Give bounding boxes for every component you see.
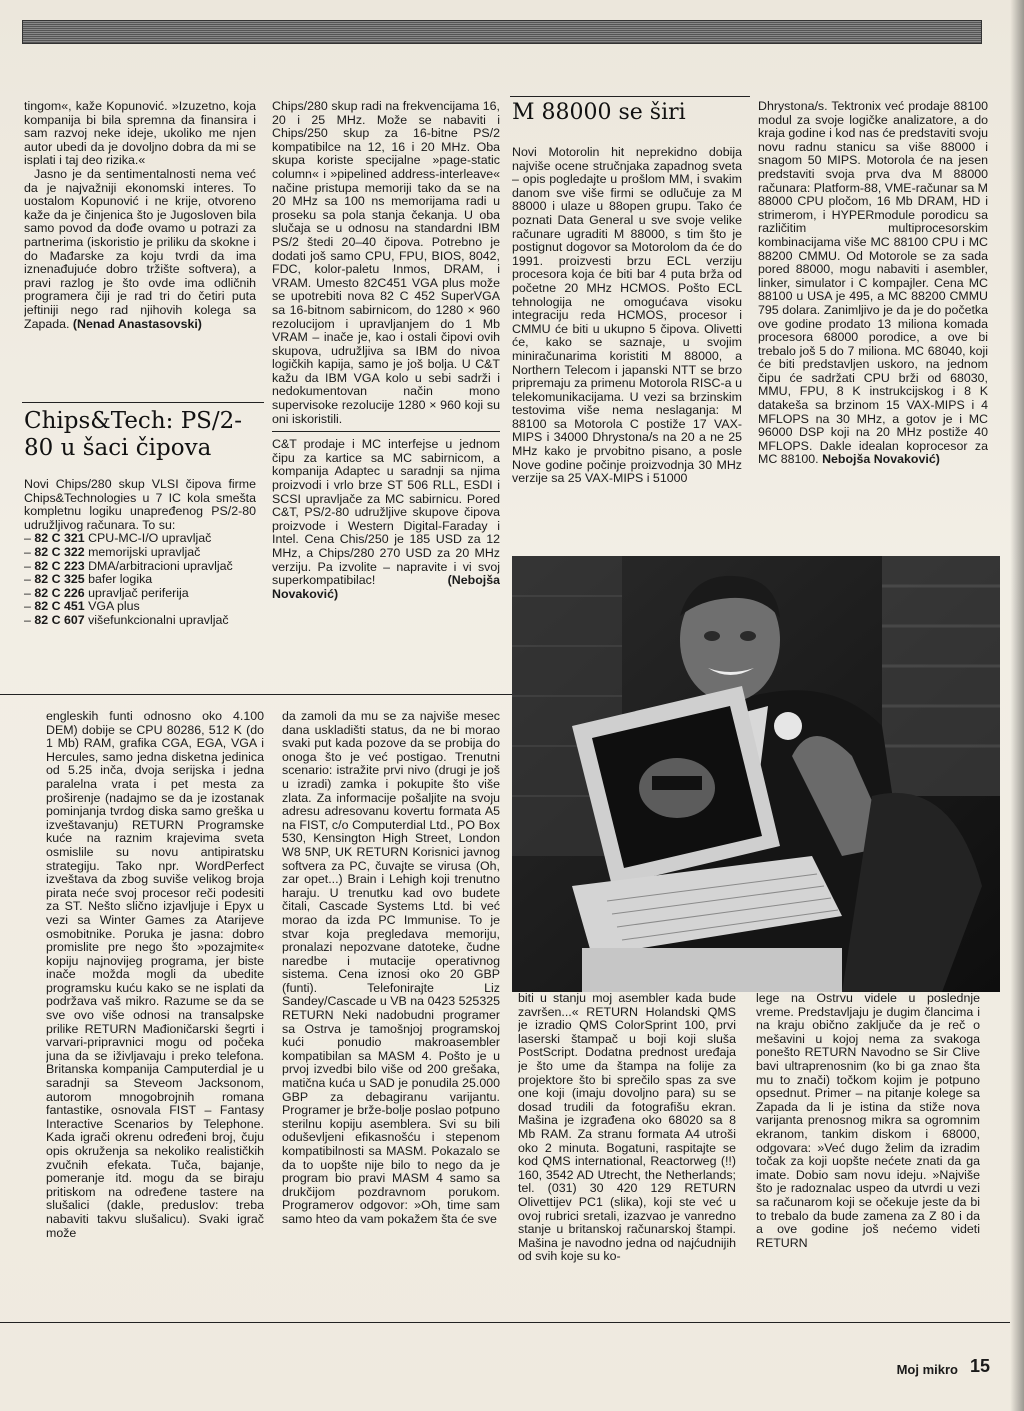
chip-list-item: – 82 C 322 memorijski upravljač — [24, 544, 201, 559]
chip-code: 82 C 607 — [34, 612, 85, 627]
chip-desc: upravljač periferija — [88, 585, 189, 600]
top-col-2-paragraph-2 — [272, 438, 500, 601]
photo-illustration — [512, 556, 1000, 992]
chip-list-item: – 82 C 607 višefunkcionalni upravljač — [24, 612, 229, 627]
top-col-1 — [24, 100, 256, 400]
divider — [22, 402, 264, 403]
chips-intro: Novi Chips/280 skup VLSI čipova firme Chips&Technologies u 7 IC kola smešta kompletnu logiku unapređenog PS/2-80 udružljivog računara. To su: — [24, 478, 256, 532]
bottom-col-1-text: engleskih funti odnosno oko 4.100 DEM) dobije se CPU 80286, 512 K (do 1 Mb) RAM, grafika CGA, EGA, VGA i Hercules, samo jedna disketna jedinica od 5.25 inča, dvoja serijska i jedna paralelna vrata i pet mesta za proširenje (nadajmo se da je izostanak pominjanja tvrdog diska samo greška u izveštavanju) RETURN Programske kuće na raznim krajevima sveta osmislile su novu antipiratsku strategiju. Tako npr. WordPerfect izveštava da zbog suviše velikog broja pirata neće svoj procesor reči podesiti za ST. Nešto slično izjavljuje i Epyx u vezi sa Winter Games za Atarijeve osmobitnike. Poruka je jasna: dobro promislite pre nego što »pozajmite« kopiju najnovijeg programa, jer biste inače možda mogli da ubedite programsku kuću kako se ne isplati da podržava vaš mikro. Razume se da se sve ovo više odnosi na transalpske prilike RETURN Mađioničarski šegrti i varvari-pripravnici mogu od počeka juna da se iživljavaju i preko telefona. Britanska kompanija Camputerdial je u saradnji sa Steveom Jacksonom, autorom mnogobrojnih romana fantastike, osnovala FIST – Fantasy Interactive Scenarios by Telephone. Kada igrači okrenu određeni broj, čuju opis okruženja sa nekoliko realističkih zvučnih efekata. Tuča, bajanje, pomeranje itd. mogu da se biraju pritiskom na određene tastere na slušalici (dakle, preduslov: treba nabaviti takvu slušalicu). Svaki igrač može — [46, 710, 264, 1240]
photo-man-with-computer — [512, 556, 1000, 992]
top-col-1-paragraph-2 — [24, 168, 256, 331]
author-signature: (Nenad Anastasovski) — [72, 316, 202, 331]
divider — [272, 431, 500, 432]
top-col-1-paragraph-1: tingom«, kaže Kopunović. »Izuzetno, koja kompanija bi bila spremna da finansira i sam razvoj neke ideje, ukoliko me njen autor ubedi da je dovoljno dobra da mi se isplati i taj deo rizika.« — [24, 100, 256, 168]
chip-code: 82 C 223 — [34, 558, 85, 573]
chip-list-item: – 82 C 226 upravljač periferija — [24, 585, 189, 600]
divider — [0, 1322, 1010, 1323]
magazine-name: Moj mikro — [896, 1362, 958, 1377]
m88000-headline: M 88000 se širi — [512, 100, 686, 125]
chip-desc: DMA/arbitracioni upravljač — [88, 558, 233, 573]
chip-desc: VGA plus — [88, 599, 140, 614]
chip-list-item: – 82 C 325 bafer logika — [24, 572, 153, 587]
chip-list-item: – 82 C 451 VGA plus — [24, 599, 140, 614]
top-col-2-paragraph-2-text: C&T prodaje i MC interfejse u jednom čipu za kartice sa MC sabirnicom, a kompanija Adaptec u saradnji sa njima proizvodi i vrlo brze ST 506 RLL, ESDI i SCSI upravljače za MC sabirnicu. Pored C&T, PS/2-80 udružljive skupove čipova proizvode i Western Digital-Faraday i Intel. Cena Chis/250 je 185 USD za 12 MHz, a Chips/280 270 USD za 20 MHz verziju. Pa izvolite – napravite i vi svoj superkompatibilac! — [272, 437, 500, 588]
top-col-1-paragraph-2-text: Jasno je da sentimentalnosti nema već da je najvažniji ekonomski interes. To uostalom Kopunović i ne krije, otvoreno kaže da je činjenica što je Jugosloven bila samo povod da dođe ovamo u potrazi za partnerima (iskoristio je priliku da skokne i do Mađarske za koju tvrdi da ima iznenađujuće dobro tržište softvera), a pravi razlog je što ovde ima odličnih programera čiji je rad tri do četiri puta jeftiniji nego rad njihovih kolega sa Zapada. — [24, 166, 256, 331]
bottom-col-3-text: biti u stanju moj asembler kada bude završen...« RETURN Holandski QMS je izradio QMS ColorSprint 100, prvi laserski štampač u boji koji sluša PostScript. Dodatna prednost uređaja je što ume da štampa na folije za projektore što bi sprečilo spas za sve one koji (imaju dovoljno para) su se dosad trudili da fotografišu ekran. Mašina je izgrađena oko 68020 sa 8 Mb RAM. Za stranu formata A4 utroši oko 2 minuta. Bogatuni, raspitajte se kod QMS international, Reactorweg (!!) 160, 3542 AD Utrecht, the Netherlands; tel. (031) 30 420 129 RETURN Olivettijev PC1 (slika), koji ste već u ovoj rubrici sretali, izazvao je vanredno stanje u britanskoj računarskoj štampi. Mašina je navodno jedna od najćudnijih od svih koje su ko- — [518, 992, 736, 1264]
top-col-2-paragraph-1: Chips/280 skup radi na frekvencijama 16, 20 i 25 MHz. Može se nabaviti i Chips/250 skup za 16-bitne PS/2 kompatibilce na 12, 16 i 20 MHz. Oba skupa koriste specijalne »page-static column« i »pipelined address-interleave« načine pristupa memoriji tako da se na 20 MHz sa 100 ns memorijama radi u proseku sa pola stanja čekanja. U oba slučaja se u odnosu na standardni IBM PS/2 štedi 20–40 čipova. Potrebno je dodati još samo CPU, FPU, BIOS, 8042, FDC, kolor-paletu Inmos, DRAM, i VRAM. Umesto 82C451 VGA plus može se upotrebiti nova 82 C 452 SuperVGA sa 16-bitnom sabirnicom, do 1280 × 960 rezolucijom i upravljanjem do 1 Mb VRAM – inače je, kao i ostali čipovi ovih skupova, udružljiva sa IBM do nivoa logičkih kapija, samo je još bolja. U C&T kažu da IBM VGA kolo u sebi sadrži i nedokumentovan način mono supervisoke rezolucije 1280 × 960 koji su oni iskoristili. — [272, 100, 500, 426]
chips-headline: Chips&Tech: PS/2-80 u šaci čipova — [24, 408, 243, 461]
author-signature: (Nebojša Novaković) — [272, 573, 500, 601]
top-col-4-paragraph-text: Dhrystona/s. Tektronix već prodaje 88100 modul za svoje logičke analizatore, a do kraja godine i kod nas će predstaviti svoju novu radnu stanicu sa više 88000 i snagom 50 MIPS. Motorola će na jesen predstaviti svoja prva dva M 88000 računara: Platform-88, VME-računar sa M 88000 CPU pločom, 16 Mb DRAM, HD i strimerom, i HYPERmodule porodicu sa različitim multiprocesorskim kombinacijama više MC 88100 CPU i MC 88200 CMMU. Od Motorole se za sada pored 88000, mogu nabaviti i asembler, linker, simulator i C kompajler. Cena MC 88100 u USA je 495, a MC 88200 CMMU 795 dolara. Zanimljivo je da je do početka ove godine prodato 13 miliona komada procesora 68000 porodice, a ove bi trebalo još 5 do 7 miliona. MC 68040, koji će biti predstavljen uskoro, na jednom čipu će sadržati CPU brži od 68030, MMU, FPU, 8 K instrukcijskog i 8 K datakeša sa brzinom 15 VAX-MIPS i 4 MFLOPS na 30 MHz, a gotov je i MC 96000 DSP koji na 20 MHz postiže 40 MFLOPS. Dakle idealan koprocesor za MC 88100. — [758, 100, 988, 467]
bottom-col-1 — [46, 710, 264, 1310]
chip-list — [24, 532, 256, 627]
chip-desc: višefunkcionalni upravljač — [88, 612, 229, 627]
chip-code: 82 C 322 — [34, 544, 85, 559]
page-number: 15 — [969, 1356, 990, 1376]
bottom-col-4 — [756, 992, 980, 1308]
top-col-4-paragraph — [758, 100, 988, 467]
chip-code: 82 C 325 — [34, 572, 85, 587]
chip-desc: bafer logika — [88, 572, 153, 587]
chip-list-item: – 82 C 223 DMA/arbitracioni upravljač — [24, 558, 233, 573]
bottom-col-4-text: lege na Ostrvu videle u poslednje vreme. Predstavljaju je dugim člancima i na kraju obično zaključe da je reč o mešavini u kojoj nema za svakoga ponešto RETURN Navodno se Sir Clive bavi ultraprenosnim (ko bi ga znao šta mu to znači) točkom kojim je potpuno opsednut. Primer – na pitanje kolege sa Zapada da li je istina da stiže nova varijanta prenosnog mikra sa ogromnim ekranom, tankim diskom i 68000, odgovara: »Već dugo želim da izradim točak za koji uopšte nećete znati da ga imate. Dobio sam novu ideju. »Najviše što je radoznalac uspeo da utvrdi u vezi sa računarom koji se očekuje jeste da bi to trebalo da bude zamena za Z 80 i da a ove godine još nećemo videti RETURN — [756, 992, 980, 1250]
divider — [0, 694, 512, 695]
top-col-2 — [272, 100, 500, 690]
chip-desc: memorijski upravljač — [88, 544, 201, 559]
header-bar — [22, 20, 982, 44]
m88000-body — [512, 146, 742, 544]
bottom-col-2 — [282, 710, 500, 1310]
top-col-4 — [758, 100, 988, 546]
bottom-col-3 — [518, 992, 736, 1308]
chip-desc: CPU-MC-I/O upravljač — [88, 531, 212, 546]
page-edge-shadow — [1010, 0, 1024, 1411]
divider — [510, 96, 750, 97]
chip-code: 82 C 321 — [34, 531, 85, 546]
author-signature: Nebojša Novaković) — [822, 452, 940, 467]
chip-code: 82 C 226 — [34, 585, 85, 600]
chip-code: 82 C 451 — [34, 599, 85, 614]
m88000-paragraph: Novi Motorolin hit neprekidno dobija najviše ocene stručnjaka zapadnog sveta – opis pogledajte u prošlom MM, i svakim danom sve više firmi se odlučuje za M 88000 i ulaze u 88open grupu. Tako će poznati Data General u sve svoje velike računare ugraditi M 88000, s tim što je postignut dogovor sa Motorolom da će do 1991. proizvesti brzu ECL verziju procesora koja će biti bar 4 puta brža od početne 20 MHz HCMOS. Pošto ECL tehnologija ne omogućava visoku integraciju reda HCMOS, procesor i CMMU će biti u ukupno 5 čipova. Olivetti će, kako se saznaje, u svojim minirаčunarima koristiti M 88000, a Northern Telecom i japanski NTT se brzo pripremaju za primenu Motorola RISC-a u telekomunikacijama. U vezi sa brzinskim testovima više nema neslaganja: M 88100 sa Motorola C postiže 17 VAX-MIPS i 34000 Dhrystona/s na 20 a ne 25 MHz kako je prvobitno pisano, a posle Nove godine počinje proizvodnja 30 MHz verzije sa 25 VAX-MIPS i 51000 — [512, 146, 742, 486]
chips-article-body — [24, 478, 256, 688]
bottom-col-2-text: da zamoli da mu se za najviše meseс dana uskladišti status, da ne bi morao svaki put kada pozove da se probija do onoga što je već postigao. Trenutni scenario: istražite prvi nivo (drugi je još u izradi) zamka i pokupite što više zlata. Za informacije pošaljite na svoju adresu adresovanu kovertu formata A5 na FIST, c/o Computerdial Ltd., PO Box 530, Kensington High Street, London W8 5NP, UK RETURN Korisnici javnog softvera za PC, čuvajte se virusa (Oh, zar opet...) Brain i Lehigh koji trenutno haraju. U trenutku kad ovo budete čitali, Cascade Systems Ltd. bi već morao da izda PC Immunise. To je stvar koja pregledava memoriju, pronalazi nepozvane datoteke, čudne naredbe i mutacije operativnog sistema. Cena iznosi oko 20 GBP (funti). Telefonirajte Liz Sandey/Cascade u VB na 0423 525325 RETURN Neki nadobudni programer sa Ostrva je tamošnjoj programskoj kući ponudio makroasembler kompatibilan sa MASM 4. Pošto je u prvoj izvedbi bilo više od 200 grešaka, matična kuća u SAD je ponudila 25.000 GBP za debagiranu varijantu. Programer je brže-bolje poslao potpuno sterilnu kopiju asemblera. Svi su bili oduševljeni efikasnošću i stepenom kompatibilnosti sa MASM. Pokazalo se da to uopšte nije bilo to nego da je program bio pravi MASM 4 samo sa drukčijom pozdravnom porukom. Programerov odgovor: »Oh, time sam samo hteo da vam pokažem šta će sve — [282, 710, 500, 1226]
chip-list-item: – 82 C 321 CPU-MC-I/O upravljač — [24, 531, 212, 546]
